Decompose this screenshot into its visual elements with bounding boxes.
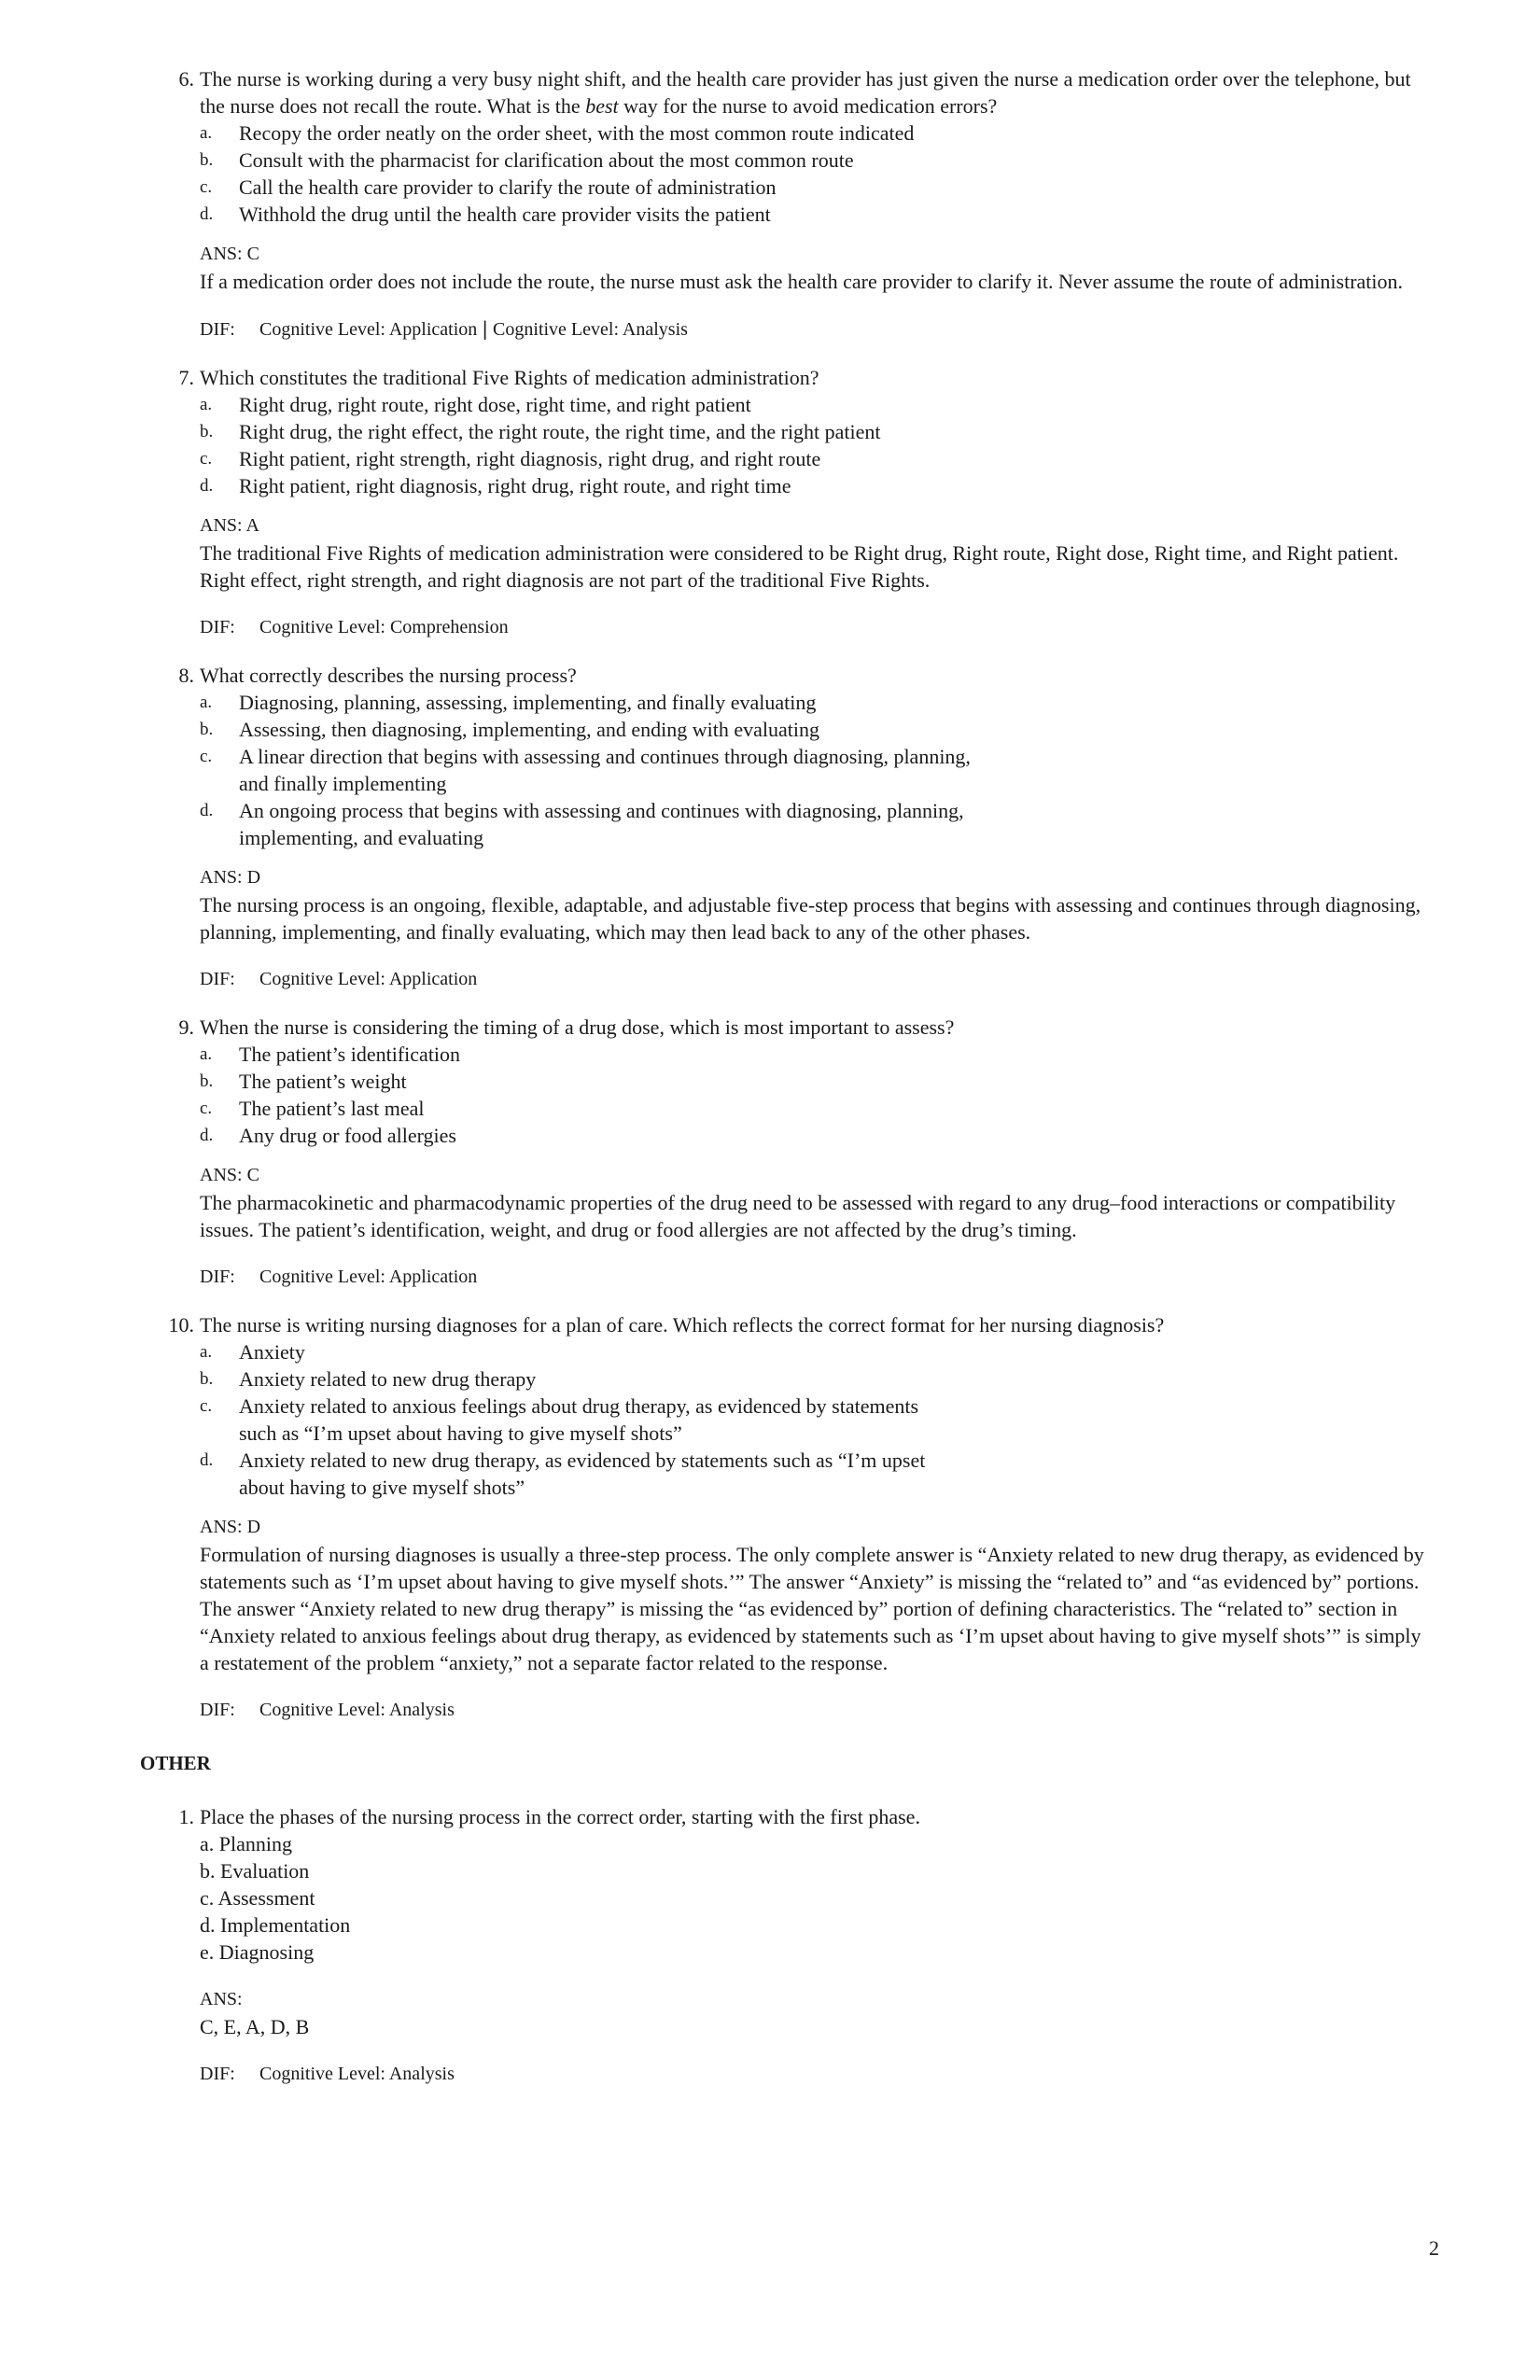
list-item: a. Planning [200,1832,292,1855]
option-c: c. A linear direction that begins with assessing and continues through diagnosing, planning, and finally implementing [200,745,971,795]
question-number: 9. [178,1015,194,1039]
options-list [200,1041,1432,1149]
question-7 [178,364,1432,641]
option-b: b. Right drug, the right effect, the right route, the right time, and the right patient [200,420,881,443]
question-stem: Place the phases of the nursing process in the correct order, starting with the first phase. [200,1805,920,1828]
option-a: a. Anxiety [200,1340,305,1364]
options-list [200,1338,1432,1501]
option-d: d. Withhold the drug until the health care provider visits the patient [200,203,771,226]
option-b: b. Assessing, then diagnosing, implementing, and ending with evaluating [200,718,820,741]
question-number: 6. [178,67,194,91]
question-stem: What correctly describes the nursing process? [200,664,577,687]
rationale: Formulation of nursing diagnoses is usually a three-step process. The only complete answer is “Anxiety related to new drug therapy, as evidenced by statements such as ‘I’m upset about having to give myself shots.’” The answer “Anxiety” is missing the “related to” and “as evidenced by” portions. The answer “Anxiety related to new drug therapy” is missing the “as evidenced by” portion of defining characteristics. The “related to” section in “Anxiety related to anxious feelings about drug therapy, as evidenced by statements such as ‘I’m upset about having to give myself shots’” is simply a restatement of the problem “anxiety,” not a separate factor related to the response. [200,1543,1424,1674]
other-question-1 [178,1803,1432,2088]
option-d: d. Any drug or food allergies [200,1124,456,1147]
option-a: a. Right drug, right route, right dose, right time, and right patient [200,393,751,416]
answer: ANS: A [200,515,259,536]
option-b: b. Consult with the pharmacist for clarification about the most common route [200,148,854,172]
question-9 [178,1014,1432,1291]
difficulty: DIF: Cognitive Level: Application | Cognitive Level: Analysis [200,317,688,340]
option-d: d. An ongoing process that begins with assessing and continues with diagnosing, planning, implementing, and evaluating [200,799,964,849]
difficulty: DIF: Cognitive Level: Comprehension [200,617,509,637]
option-d: d. Anxiety related to new drug therapy, as evidenced by statements such as “I’m upset about having to give myself shots” [200,1449,926,1499]
question-8 [178,662,1432,993]
question-stem: The nurse is writing nursing diagnoses for a plan of care. Which reflects the correct format for her nursing diagnosis? [200,1313,1165,1337]
difficulty: DIF: Cognitive Level: Application [200,969,478,989]
question-number: 7. [178,366,194,389]
answer-label: ANS: [200,1989,243,2009]
option-a: a. Diagnosing, planning, assessing, implementing, and finally evaluating [200,691,817,714]
list-item: c. Assessment [200,1886,315,1910]
options-list [200,689,1432,851]
answer: ANS: C [200,1165,259,1185]
option-c: c. The patient’s last meal [200,1097,425,1120]
rationale: The pharmacokinetic and pharmacodynamic properties of the drug need to be assessed with regard to any drug–food interactions or compatibility issues. The patient’s identification, weight, and drug or food allergies are not affected by the drug’s timing. [200,1191,1396,1241]
page-number: 2 [1429,2236,1439,2260]
question-number: 1. [178,1805,194,1828]
emphasis-word: best [585,94,619,118]
question-number: 10. [168,1313,194,1337]
rationale: If a medication order does not include the route, the nurse must ask the health care provider to clarify it. Never assume the route of administration. [200,270,1404,293]
section-title: OTHER [140,1752,211,1774]
question-number: 8. [178,664,194,687]
question-10 [168,1311,1432,1724]
option-d: d. Right patient, right diagnosis, right drug, right route, and right time [200,474,791,497]
answer-value: C, E, A, D, B [200,2015,310,2038]
option-a: a. Recopy the order neatly on the order sheet, with the most common route indicated [200,121,915,145]
difficulty: DIF: Cognitive Level: Analysis [200,1700,455,1720]
list-item: b. Evaluation [200,1859,310,1883]
option-b: b. The patient’s weight [200,1070,407,1093]
answer: ANS: D [200,1517,261,1537]
rationale: The nursing process is an ongoing, flexible, adaptable, and adjustable five-step process that begins with assessing and continues through diagnosing, planning, implementing, and finally evaluating, which may then lead back to any of the other phases. [200,893,1421,944]
list-item: e. Diagnosing [200,1940,315,1964]
answer: ANS: C [200,244,259,264]
options-list [200,119,1432,228]
separator: | [482,317,489,340]
answer: ANS: D [200,867,261,888]
option-b: b. Anxiety related to new drug therapy [200,1367,537,1391]
options-list [200,391,1432,499]
option-a: a. The patient’s identification [200,1043,461,1066]
question-stem: The nurse is working during a very busy night shift, and the health care provider has just given the nurse a medication order over the telephone, but the nurse does not recall the route. What is the best way for the nurse to avoid medication errors? [200,67,1411,118]
option-c: c. Anxiety related to anxious feelings about drug therapy, as evidenced by statements such as “I’m upset about having to give myself shots” [200,1394,919,1445]
question-6 [178,65,1432,343]
option-c: c. Call the health care provider to clarify the route of administration [200,175,777,199]
rationale: The traditional Five Rights of medication administration were considered to be Right drug, Right route, Right dose, Right time, and Right patient. Right effect, right strength, and right diagnosis are not part of the traditional Five Rights. [200,541,1399,592]
difficulty: DIF: Cognitive Level: Application [200,1267,478,1287]
question-stem: When the nurse is considering the timing of a drug dose, which is most important to assess? [200,1015,955,1039]
option-c: c. Right patient, right strength, right diagnosis, right drug, and right route [200,447,821,470]
difficulty: DIF: Cognitive Level: Analysis [200,2064,455,2084]
ordering-items [200,1830,1432,1966]
document-page [0,65,1540,2088]
question-stem: Which constitutes the traditional Five Rights of medication administration? [200,366,819,389]
list-item: d. Implementation [200,1913,351,1937]
